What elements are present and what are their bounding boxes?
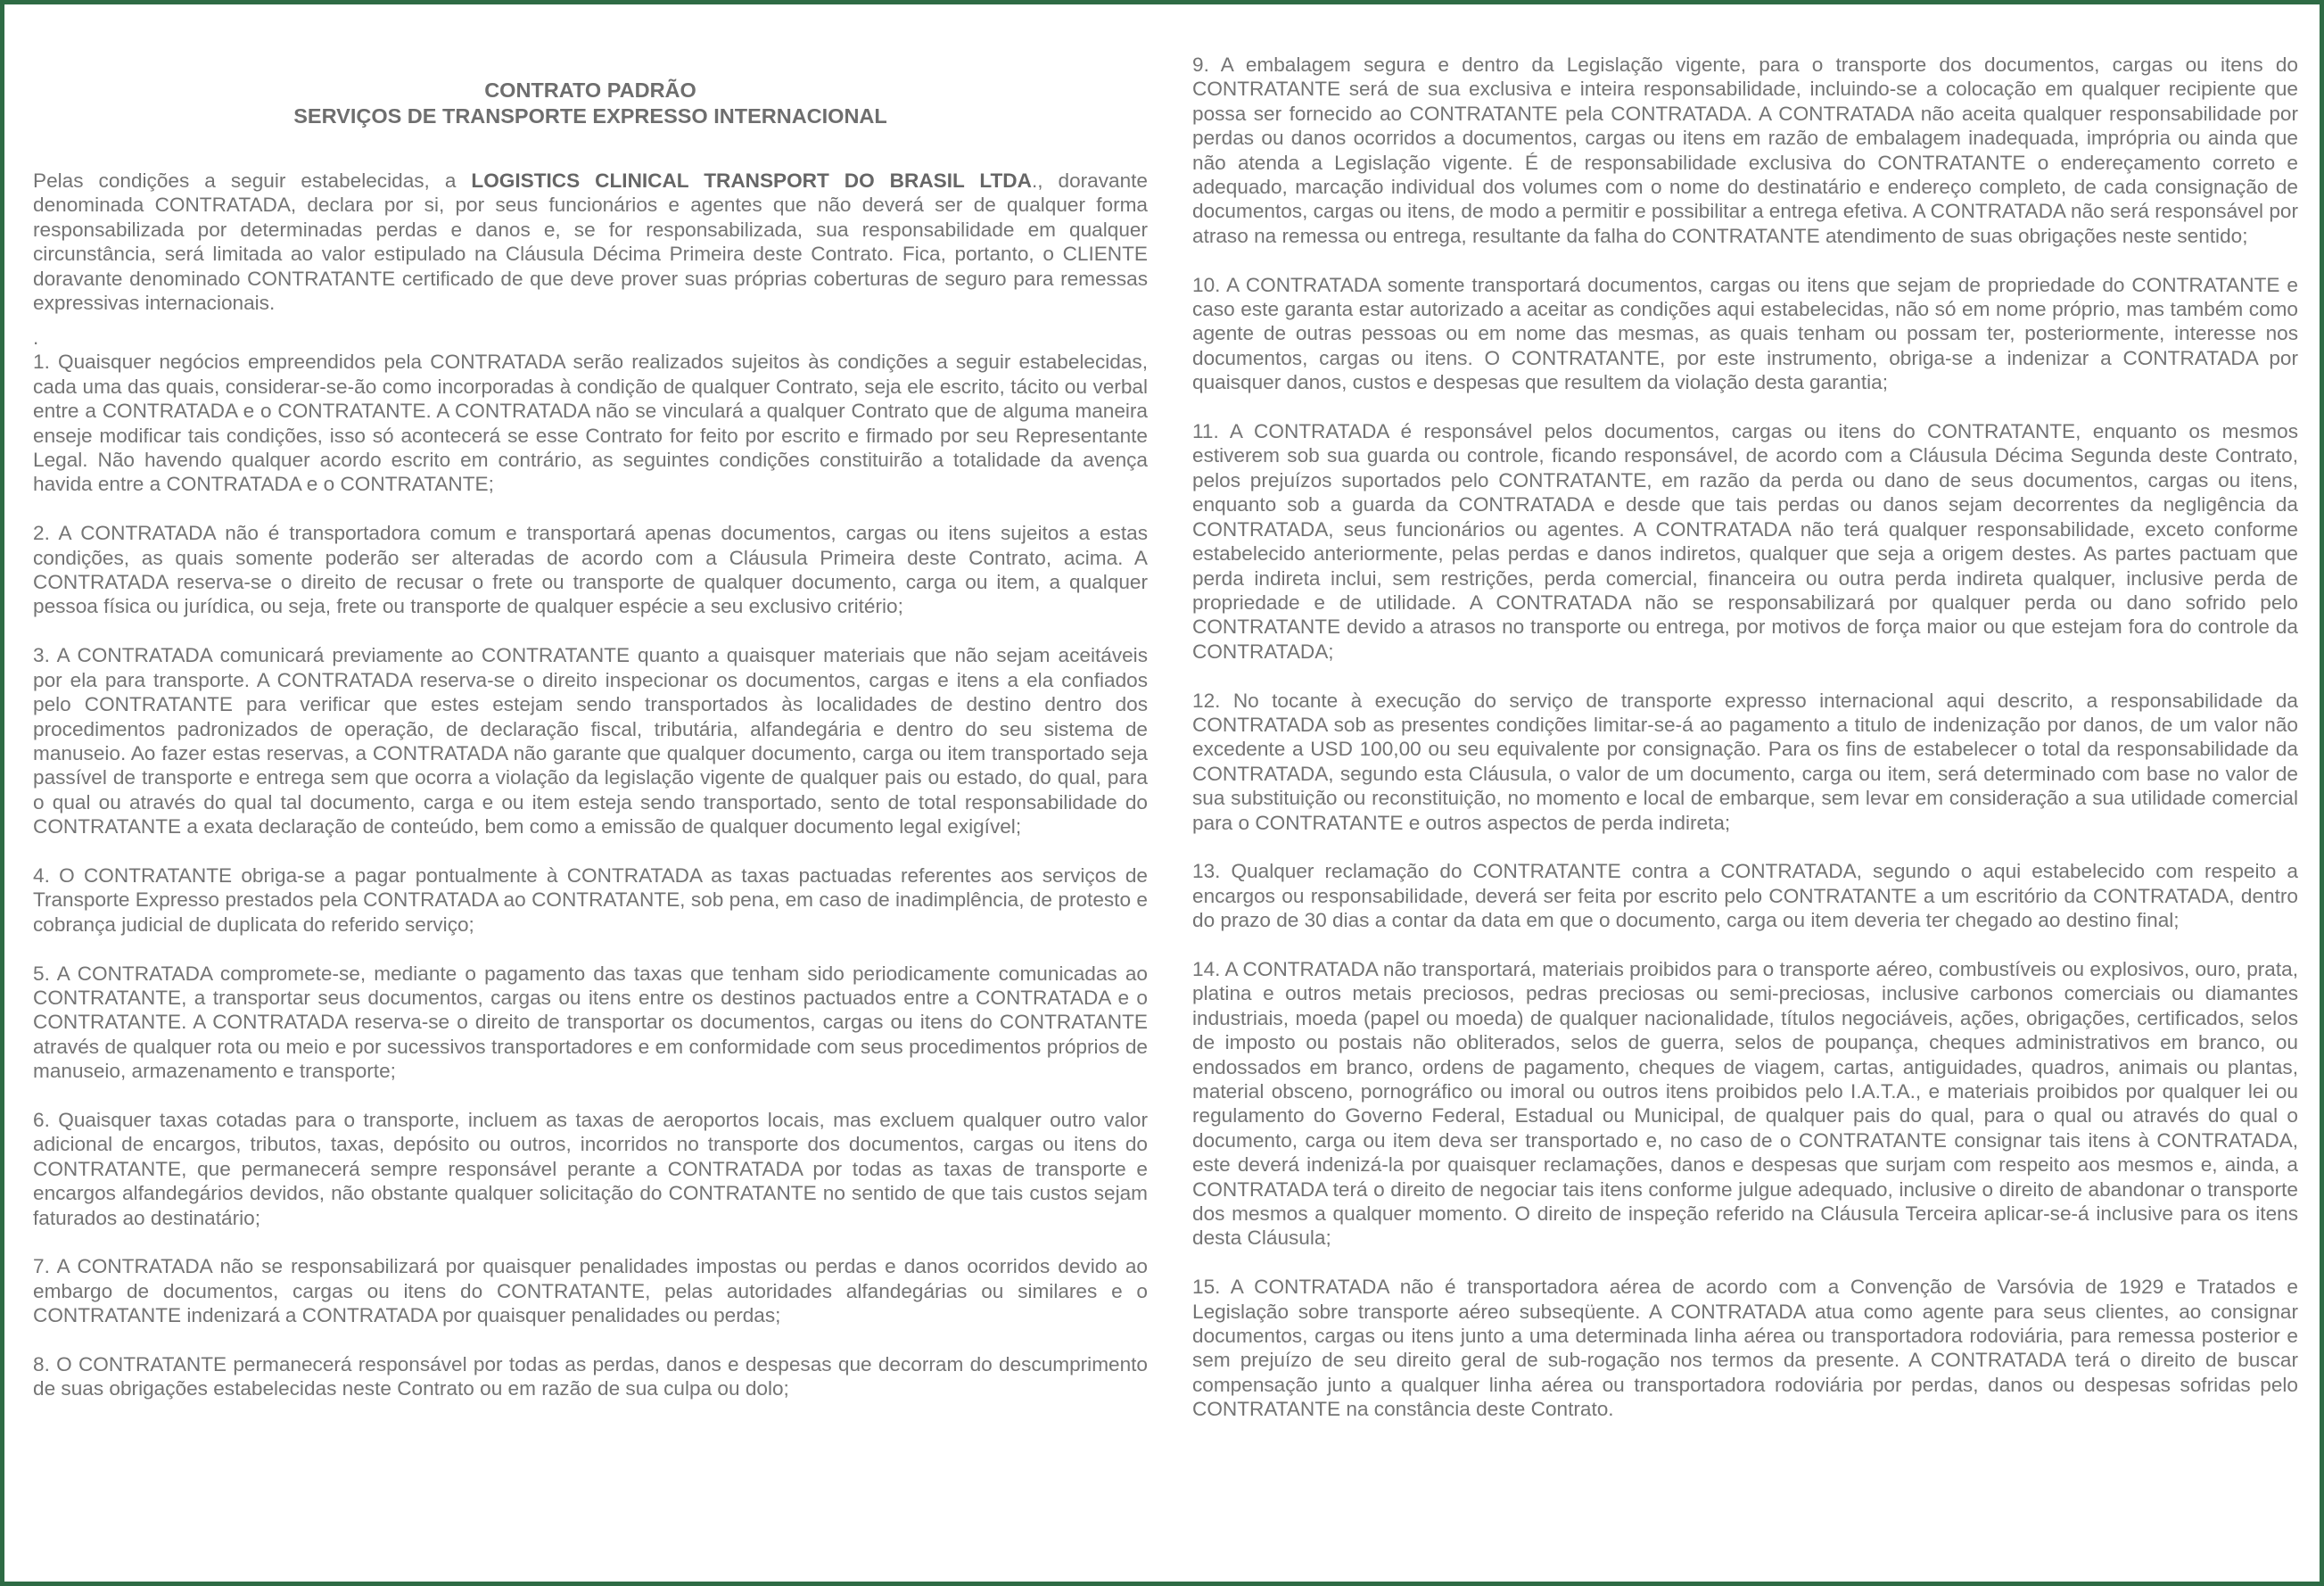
clause-15: 15. A CONTRATADA não é transportadora aérea de acordo com a Convenção de Varsóvia de 1929 e Tratados e Legislação sobre transporte aéreo subseqüente. A CONTRATADA atua como agente para seus clientes, ao consignar documentos, cargas ou itens junto a uma determinada linha aérea ou transportadora rodoviária, para remessa posterior e sem prejuízo de seu direito geral de sub-rogação nos termos da presente. A CONTRATADA terá o direito de buscar compensação junto a qualquer linha aérea ou transportadora rodoviária por perdas, danos ou despesas sofridas pelo CONTRATANTE na constância deste Contrato. [1192, 1276, 2298, 1421]
clause-9: 9. A embalagem segura e dentro da Legislação vigente, para o transporte dos documentos, cargas ou itens do CONTRATANTE será de sua exclusiva e inteira responsabilidade, incluindo-se a colocação em qualquer recipiente que possa ser fornecido ao CONTRATANTE pela CONTRATADA. A CONTRATADA não aceita qualquer responsabilidade por perdas ou danos ocorridos a documentos, cargas ou itens em razão de embalagem inadequada, imprópria ou ainda que não atenda a Legislação vigente. É de responsabilidade exclusiva do CONTRATANTE o endereçamento correto e adequado, marcação individual dos volumes com o nome do destinatário e endereço completo, de cada consignação de documentos, cargas ou itens, de modo a permitir e possibilitar a entrega efetiva. A CONTRATADA não será responsável por atraso na remessa ou entrega, resultante da falha do CONTRATANTE atendimento de suas obrigações neste sentido; [1192, 54, 2298, 247]
separator-dot: . [33, 326, 39, 350]
clause-5: 5. A CONTRATADA compromete-se, mediante o pagamento das taxas que tenham sido periodicamente comunicadas ao CONTRATANTE, a transportar seus documentos, cargas ou itens entre os destinos pactuados entre a CONTRATADA e o CONTRATANTE. A CONTRATADA reserva-se o direito de transportar os documentos, cargas ou itens do CONTRATANTE através de qualquer rota ou meio e por sucessivos transportadores e em conformidade com seus procedimentos próprios de manuseio, armazenamento e transporte; [33, 962, 1148, 1083]
intro-paragraph [33, 169, 1148, 315]
clause-2: 2. A CONTRATADA não é transportadora comum e transportará apenas documentos, cargas ou itens sujeitos a estas condições, as quais somente poderão ser alteradas de acordo com a Cláusula Primeira deste Contrato, acima. A CONTRATADA reserva-se o direito de recusar o frete ou transporte de qualquer documento, carga ou item, a qualquer pessoa física ou jurídica, ou seja, frete ou transporte de qualquer espécie a seu exclusivo critério; [33, 522, 1148, 618]
clause-13: 13. Qualquer reclamação do CONTRATANTE contra a CONTRATADA, segundo o aqui estabelecido com respeito a encargos ou responsabilidade, deverá ser feita por escrito pelo CONTRATANTE a um escritório da CONTRATADA, dentro do prazo de 30 dias a contar da data em que o documento, carga ou item deveria ter chegado ao destino final; [1192, 860, 2298, 932]
clause-8: 8. O CONTRATANTE permanecerá responsável por todas as perdas, danos e despesas que decorram do descumprimento de suas obrigações estabelecidas neste Contrato ou em razão de sua culpa ou dolo; [33, 1352, 1148, 1400]
clause-6: 6. Quaisquer taxas cotadas para o transporte, incluem as taxas de aeroportos locais, mas excluem qualquer outro valor adicional de encargos, tributos, taxas, depósito ou outros, incorridos no transporte dos documentos, cargas ou itens do CONTRATANTE, que permanecerá sempre responsável perante a CONTRATADA por todas as taxas de transporte e encargos alfandegários devidos, não obstante qualquer solicitação do CONTRATANTE no sentido de que tais custos sejam faturados ao destinatário; [33, 1108, 1148, 1229]
clause-3: 3. A CONTRATADA comunicará previamente ao CONTRATANTE quanto a quaisquer materiais que não sejam aceitáveis por ela para transporte. A CONTRATADA reserva-se o direito inspecionar os documentos, cargas e itens a ela confiados pelo CONTRATANTE para verificar que estes estejam sendo transportados às localidades de destino dentro dos procedimentos padronizados de operação, de declaração fiscal, tributária, alfandegária e dentro do seu sistema de manuseio. Ao fazer estas reservas, a CONTRATADA não garante que qualquer documento, carga ou item transportado seja passível de transporte e entrega sem que ocorra a violação da legislação vigente de qualquer pais ou estado, do qual, para o qual ou através do qual tal documento, carga e ou item esteja sendo transportado, sento de total responsabilidade do CONTRATANTE a exata declaração de conteúdo, bem como a emissão de qualquer documento legal exigível; [33, 644, 1148, 838]
intro-text-before: Pelas condições a seguir estabelecidas, a [33, 169, 472, 192]
intro-text-after: ., doravante denominada CONTRATADA, declara por si, por seus funcionários e agentes que não deverá ser de qualquer forma responsabilizada por determinadas perdas e danos e, se for responsabilizada, sua responsabilidade em qualquer circunstância, será limitada ao valor estipulado na Cláusula Décima Primeira deste Contrato. Fica, portanto, o CLIENTE doravante denominado CONTRATANTE certificado de que deve prover suas próprias coberturas de seguro para remessas expressivas internacionais. [33, 169, 1148, 315]
clause-12: 12. No tocante à execução do serviço de transporte expresso internacional aqui descrito, a responsabilidade da CONTRATADA sob as presentes condições limitar-se-á ao pagamento a titulo de indenização por danos, de um valor não excedente a USD 100,00 ou seu equivalente por consignação. Para os fins de estabelecer o total da responsabilidade da CONTRATADA, segundo esta Cláusula, o valor de um documento, carga ou item, será determinado com base no valor de sua substituição ou reconstituição, no momento e local de embarque, sem levar em consideração a sua utilidade comercial para o CONTRATANTE e outros aspectos de perda indireta; [1192, 689, 2298, 834]
company-name: LOGISTICS CLINICAL TRANSPORT DO BRASIL LTDA [471, 169, 1032, 192]
clause-1: 1. Quaisquer negócios empreendidos pela CONTRATADA serão realizados sujeitos às condições a seguir estabelecidas, cada uma das quais, considerar-se-ão como incorporadas à condição de qualquer Contrato, seja ele escrito, tácito ou verbal entre a CONTRATADA e o CONTRATANTE. A CONTRATADA não se vinculará a qualquer Contrato que de alguma maneira enseje modificar tais condições, isso só acontecerá se esse Contrato for feito por escrito e firmado por seu Representante Legal. Não havendo qualquer acordo escrito em contrário, as seguintes condições constituirão a totalidade da avença havida entre a CONTRATADA e o CONTRATANTE; [33, 351, 1148, 496]
clause-4: 4. O CONTRATANTE obriga-se a pagar pontualmente à CONTRATADA as taxas pactuadas referentes aos serviços de Transporte Expresso prestados pela CONTRATADA ao CONTRATANTE, sob pena, em caso de inadimplência, de protesto e cobrança judicial de duplicata do referido serviço; [33, 863, 1148, 936]
clause-10: 10. A CONTRATADA somente transportará documentos, cargas ou itens que sejam de propriedade do CONTRATANTE e caso este garanta estar autorizado a aceitar as condições aqui estabelecidas, não só em nome próprio, mas também como agente de outras pessoas ou em nome das mesmas, as quais tenham ou possam ter, posteriormente, interesse nos documentos, cargas ou itens. O CONTRATANTE, por este instrumento, obriga-se a indenizar a CONTRATADA por quaisquer danos, custos e despesas que resultem da violação desta garantia; [1192, 273, 2298, 394]
title-line-2: SERVIÇOS DE TRANSPORTE EXPRESSO INTERNACIONAL [293, 104, 887, 128]
clause-14: 14. A CONTRATADA não transportará, materiais proibidos para o transporte aéreo, combustíveis ou explosivos, ouro, prata, platina e outros metais preciosos, pedras preciosas ou semi-preciosas, inclusive carbonos comerciais ou diamantes industriais, moeda (papel ou moeda) de qualquer nacionalidade, títulos negociáveis, ações, obrigações, certificados, selos de imposto ou postais não obliterados, selos de guerra, selos de poupança, cheques administrativos em branco, ou endossados em branco, ordens de pagamento, cheques de viagem, cartas, antiguidades, quadros, animais ou plantas, material obsceno, pornográfico ou imoral ou outros itens proibidos pelo I.A.T.A., e materiais proibidos por qualquer lei ou regulamento do Governo Federal, Estadual ou Municipal, de qualquer pais do qual, para o qual ou através do qual o documento, carga ou item deva ser transportado e, no caso de o CONTRATANTE consignar tais itens à CONTRATADA, este deverá indenizá-la por quaisquer reclamações, danos e despesas que surjam com respeito aos mesmos e, ainda, a CONTRATADA terá o direito de negociar tais itens conforme julgue adequado, inclusive o direito de abandonar o transporte dos mesmos a qualquer momento. O direito de inspeção referido na Cláusula Terceira aplicar-se-á inclusive para os itens desta Cláusula; [1192, 957, 2298, 1250]
clause-11: 11. A CONTRATADA é responsável pelos documentos, cargas ou itens do CONTRATANTE, enquanto os mesmos estiverem sob sua guarda ou controle, ficando responsável, de acordo com a Cláusula Décima Segunda deste Contrato, pelos prejuízos suportados pelo CONTRATANTE, em razão da perda ou dano de seus documentos, cargas ou itens, enquanto sob a guarda da CONTRATADA e desde que tais perdas ou danos sejam decorrentes da negligência da CONTRATADA, seus funcionários ou agentes. A CONTRATADA não terá qualquer responsabilidade, exceto conforme estabelecido anteriormente, pelas perdas e danos indiretos, qualquer que seja a origem destes. As partes pactuam que perda indireta inclui, sem restrições, perda comercial, financeira ou outra perda indireta qualquer, inclusive perda de propriedade e de utilidade. A CONTRATADA não se responsabilizará por qualquer perda ou dano sofrido pelo CONTRATANTE devido a atrasos no transporte ou entrega, por motivos de força maior ou que estejam fora do controle da CONTRATADA; [1192, 420, 2298, 663]
clause-7: 7. A CONTRATADA não se responsabilizará por quaisquer penalidades impostas ou perdas e danos ocorridos devido ao embargo de documentos, cargas ou itens do CONTRATANTE, pelas autoridades alfandegárias ou similares e o CONTRATANTE indenizará a CONTRATADA por quaisquer penalidades ou perdas; [33, 1255, 1148, 1327]
title-line-1: CONTRATO PADRÃO [484, 78, 696, 102]
right-column [1192, 53, 2298, 1446]
left-column [33, 47, 1148, 1425]
document-title [33, 78, 1148, 129]
